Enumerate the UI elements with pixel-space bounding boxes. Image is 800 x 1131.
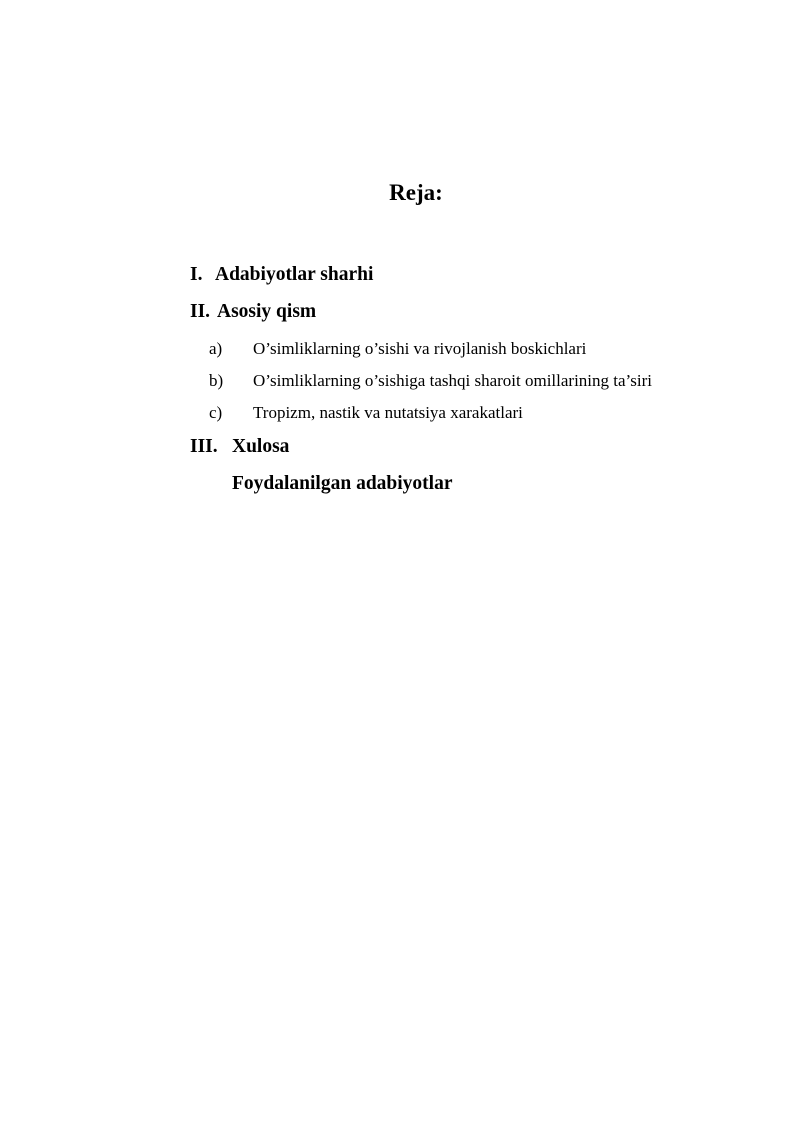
sub-item-a-label: a): [209, 339, 223, 358]
list-item-3-text: Xulosa: [232, 436, 290, 457]
page-title: Reja:: [389, 180, 443, 205]
sub-item-b-label: b): [209, 371, 224, 390]
list-item-references-text: Foydalanilgan adabiyotlar: [232, 473, 453, 494]
list-item-references: [232, 473, 453, 495]
list-item-1-number: I.: [190, 264, 203, 285]
sub-item-c-text: Tropizm, nastik va nutatsiya xarakatlari: [253, 403, 523, 422]
list-item-3-number: III.: [190, 436, 218, 457]
list-item-1-text: Adabiyotlar sharhi: [215, 264, 374, 285]
list-item-2-text: Asosiy qism: [217, 301, 317, 322]
list-item-2-number: II.: [190, 301, 211, 322]
sub-item-c-label: c): [209, 403, 223, 422]
sub-item-b-text: O’simliklarning o’sishiga tashqi sharoit omillarining ta’siri: [253, 371, 652, 390]
sub-item-a-text: O’simliklarning o’sishi va rivojlanish boskichlari: [253, 339, 587, 358]
